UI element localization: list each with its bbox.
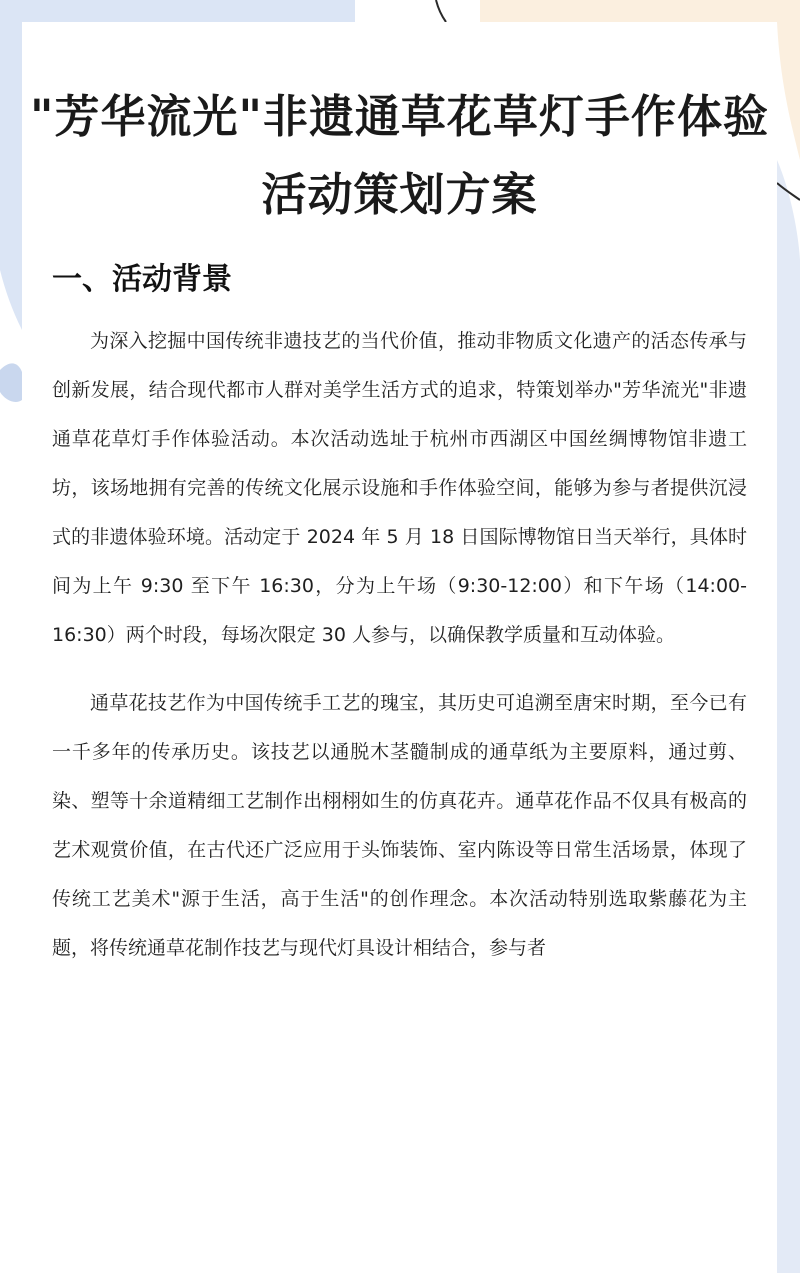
paragraph: 通草花技艺作为中国传统手工艺的瑰宝，其历史可追溯至唐宋时期，至今已有一千多年的传承历史。该技艺以通脱木茎髓制成的通草纸为主要原料，通过剪、染、塑等十余道精细工艺制作出栩栩如生的仿真花卉。通草花作品不仅具有极高的艺术观赏价值，在古代还广泛应用于头饰装饰、室内陈设等日常生活场景，体现了传统工艺美术"源于生活，高于生活"的创作理念。本次活动特别选取紫藤花为主题，将传统通草花制作技艺与现代灯具设计相结合，参与者 (52, 692, 747, 959)
section-heading-background: 一、活动背景 (52, 262, 232, 297)
document-page (22, 22, 777, 1273)
paragraph: 为深入挖掘中国传统非遗技艺的当代价值，推动非物质文化遗产的活态传承与创新发展，结合现代都市人群对美学生活方式的追求，特策划举办"芳华流光"非遗通草花草灯手作体验活动。本次活动选址于杭州市西湖区中国丝绸博物馆非遗工坊，该场地拥有完善的传统文化展示设施和手作体验空间，能够为参与者提供沉浸式的非遗体验环境。活动定于 2024 年 5 月 18 日国际博物馆日当天举行，具体时间为上午 9:30 至下午 16:30，分为上午场（9:30-12:00）和下午场（14:00-16:30）两个时段，每场次限定 30 人参与，以确保教学质量和互动体验。 (52, 330, 747, 646)
section-body (52, 317, 747, 992)
document-title: "芳华流光"非遗通草花草灯手作体验活动策划方案 (30, 90, 769, 221)
